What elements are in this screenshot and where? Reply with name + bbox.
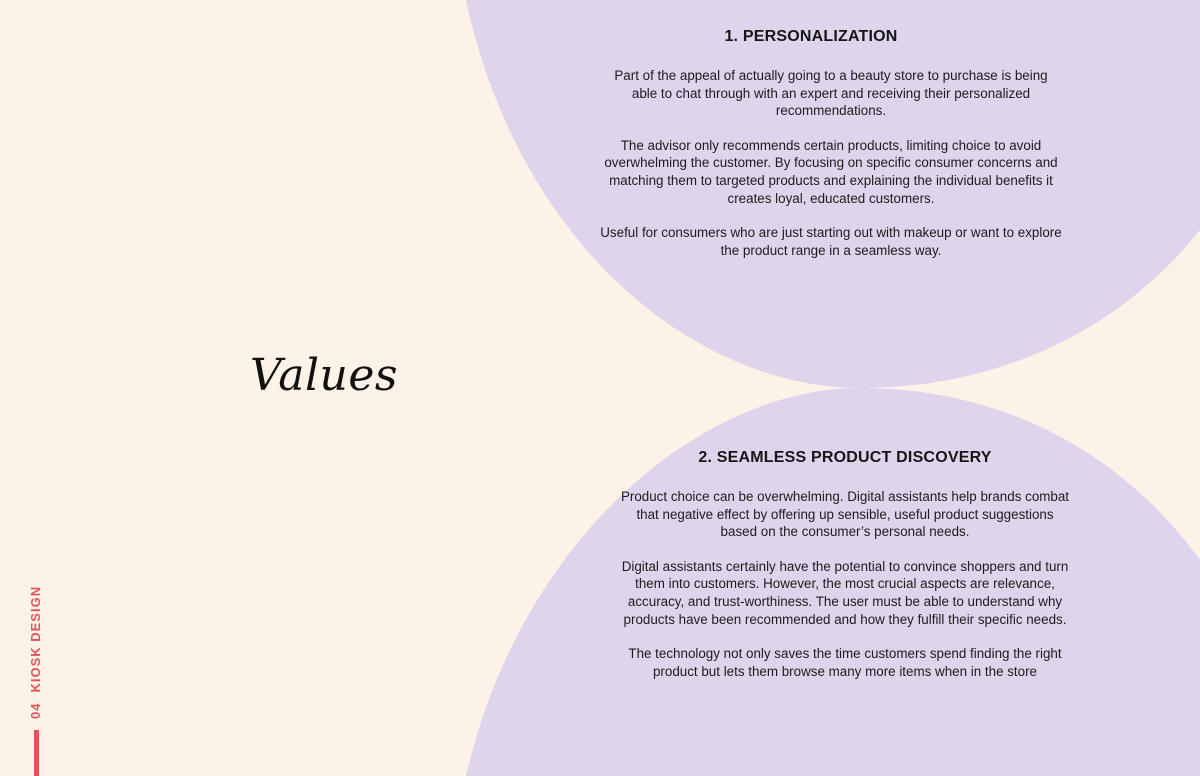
section-paragraph: The technology not only saves the time customers spend finding the right product but lets them browse many more items when in the store — [628, 646, 1062, 679]
chapter-label — [28, 586, 48, 721]
page-title: Values — [250, 350, 398, 401]
chapter-name: KIOSK DESIGN — [28, 585, 43, 693]
section-heading: 2. SEAMLESS PRODUCT DISCOVERY — [698, 449, 992, 466]
section-paragraph: Part of the appeal of actually going to a beauty store to purchase is being able to chat through with an expert and receiving their personalized recommendations. — [614, 68, 1048, 119]
chapter-number: 04 — [28, 702, 43, 719]
section-heading: 1. PERSONALIZATION — [724, 28, 898, 45]
section-paragraph: The advisor only recommends certain products, limiting choice to avoid overwhelming the customer. By focusing on specific consumer concerns and matching them to targeted products and explaining the individual benefits it creates loyal, educated customers. — [604, 137, 1058, 206]
section-paragraph: Product choice can be overwhelming. Digital assistants help brands combat that negative effect by offering up sensible, useful product suggestions based on the consumer’s personal needs. — [620, 489, 1070, 540]
chapter-accent-bar — [34, 730, 39, 776]
section-seamless-product-discovery — [620, 449, 1070, 697]
section-paragraph: Useful for consumers who are just starting out with makeup or want to explore the product range in a seamless way. — [600, 225, 1062, 258]
section-paragraph: Digital assistants certainly have the potential to convince shoppers and turn them into customers. However, the most crucial aspects are relevance, accuracy, and trust-worthiness. The user must be able to understand why products have been recommended and how they fulfill their specific needs. — [621, 558, 1069, 627]
section-personalization — [600, 28, 1062, 276]
chapter-label-text — [28, 586, 43, 719]
